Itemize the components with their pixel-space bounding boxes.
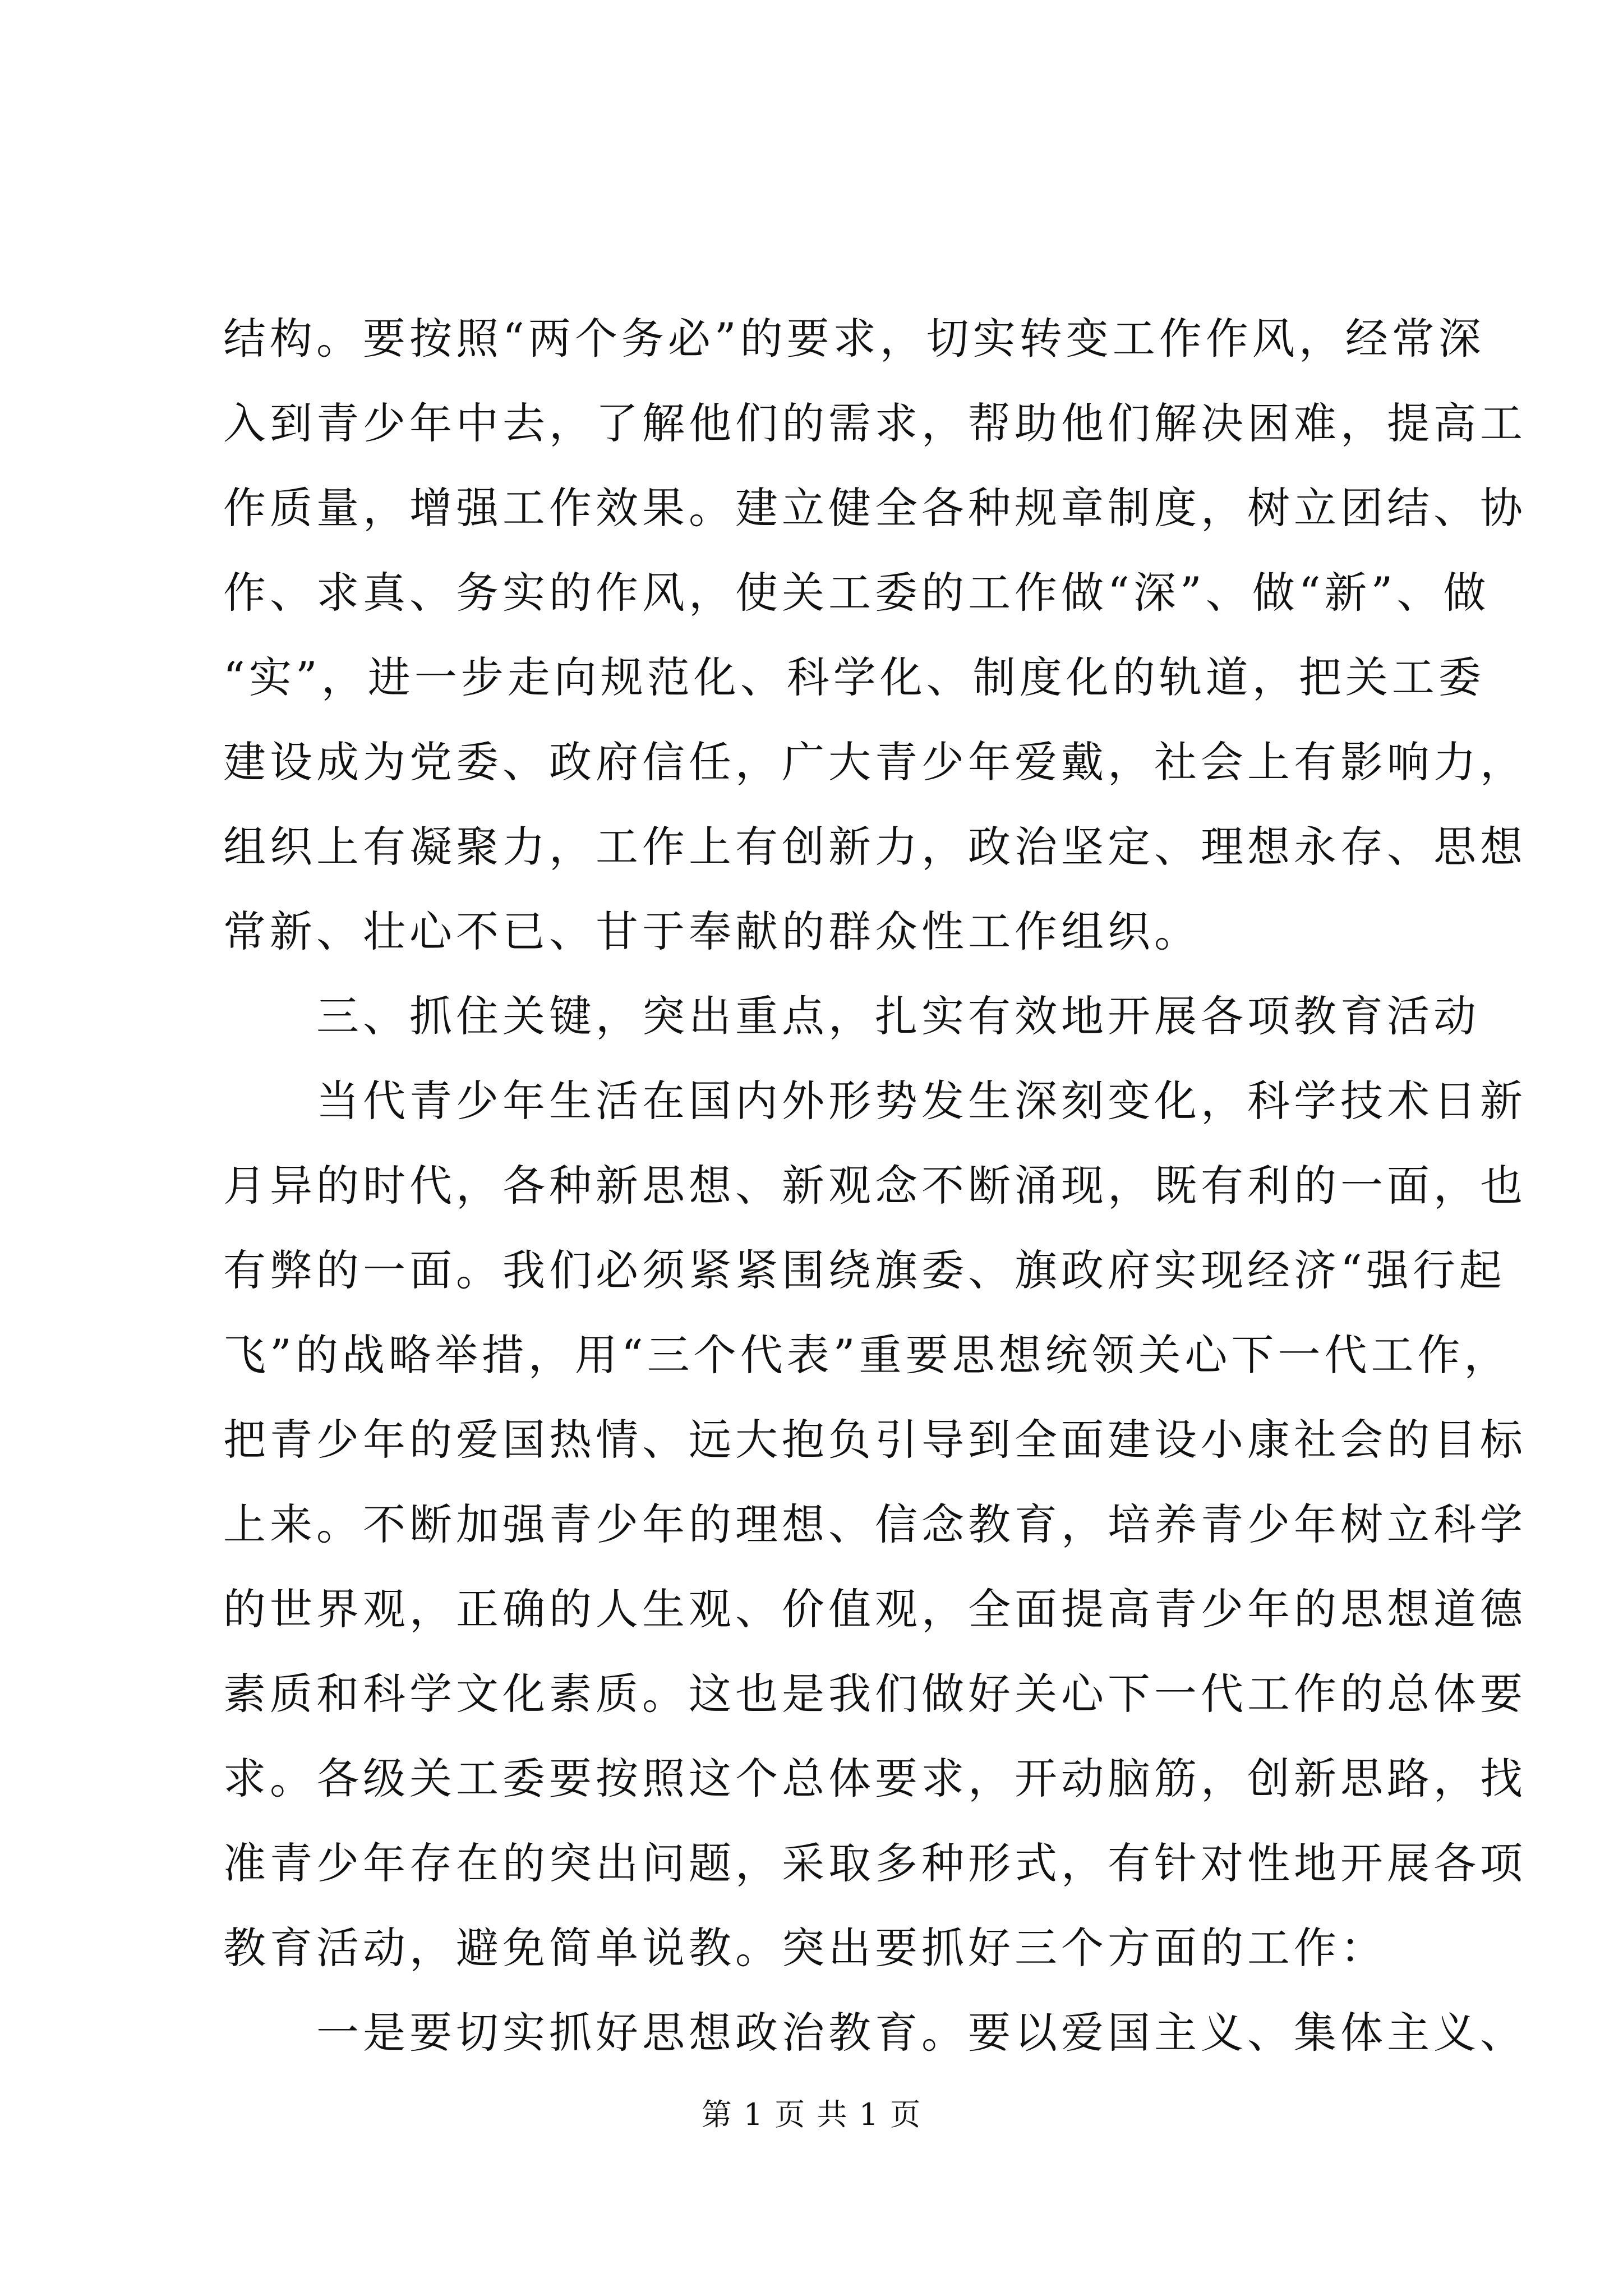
text-line: 的世界观，正确的人生观、价值观，全面提高青少年的思想道德 [223,1584,1527,1634]
text-line: “实”，进一步走向规范化、科学化、制度化的轨道，把关工委 [223,652,1485,702]
text-line: 月异的时代，各种新思想、新观念不断涌现，既有利的一面，也 [223,1161,1527,1211]
text-line: 常新、壮心不已、甘于奉献的群众性工作组织。 [223,907,1201,956]
text-line: 作、求真、务实的作风，使关工委的工作做“深”、做“新”、做 [223,568,1490,618]
text-line: 求。各级关工委要按照这个总体要求，开动脑筋，创新思路，找 [223,1754,1527,1803]
text-line: 飞”的战略举措，用“三个代表”重要思想统领关心下一代工作， [223,1330,1511,1380]
text-line: 准青少年存在的突出问题，采取多种形式，有针对性地开展各项 [223,1838,1527,1888]
section-heading: 三、抓住关键，突出重点，扎实有效地开展各项教育活动 [223,991,1480,1041]
text-line: 一是要切实抓好思想政治教育。要以爱国主义、集体主义、 [223,2008,1527,2058]
text-line: 结构。要按照“两个务必”的要求，切实转变工作作风，经常深 [223,314,1485,364]
text-line: 把青少年的爱国热情、远大抱负引导到全面建设小康社会的目标 [223,1415,1527,1465]
body-text [223,296,1527,2075]
text-line: 有弊的一面。我们必须紧紧围绕旗委、旗政府实现经济“强行起 [223,1245,1506,1295]
text-line: 教育活动，避免简单说教。突出要抓好三个方面的工作： [223,1923,1387,1973]
text-line: 素质和科学文化素质。这也是我们做好关心下一代工作的总体要 [223,1669,1527,1719]
page-number-footer: 第 1 页 共 1 页 [701,2097,922,2132]
text-line: 作质量，增强工作效果。建立健全各种规章制度，树立团结、协 [223,483,1527,533]
text-line: 入到青少年中去，了解他们的需求，帮助他们解决困难，提高工 [223,398,1527,448]
text-line: 建设成为党委、政府信任，广大青少年爱戴，社会上有影响力， [223,737,1527,787]
text-line: 上来。不断加强青少年的理想、信念教育，培养青少年树立科学 [223,1499,1527,1549]
text-line: 当代青少年生活在国内外形势发生深刻变化，科学技术日新 [223,1076,1527,1126]
text-line: 组织上有凝聚力，工作上有创新力，政治坚定、理想永存、思想 [223,822,1527,872]
